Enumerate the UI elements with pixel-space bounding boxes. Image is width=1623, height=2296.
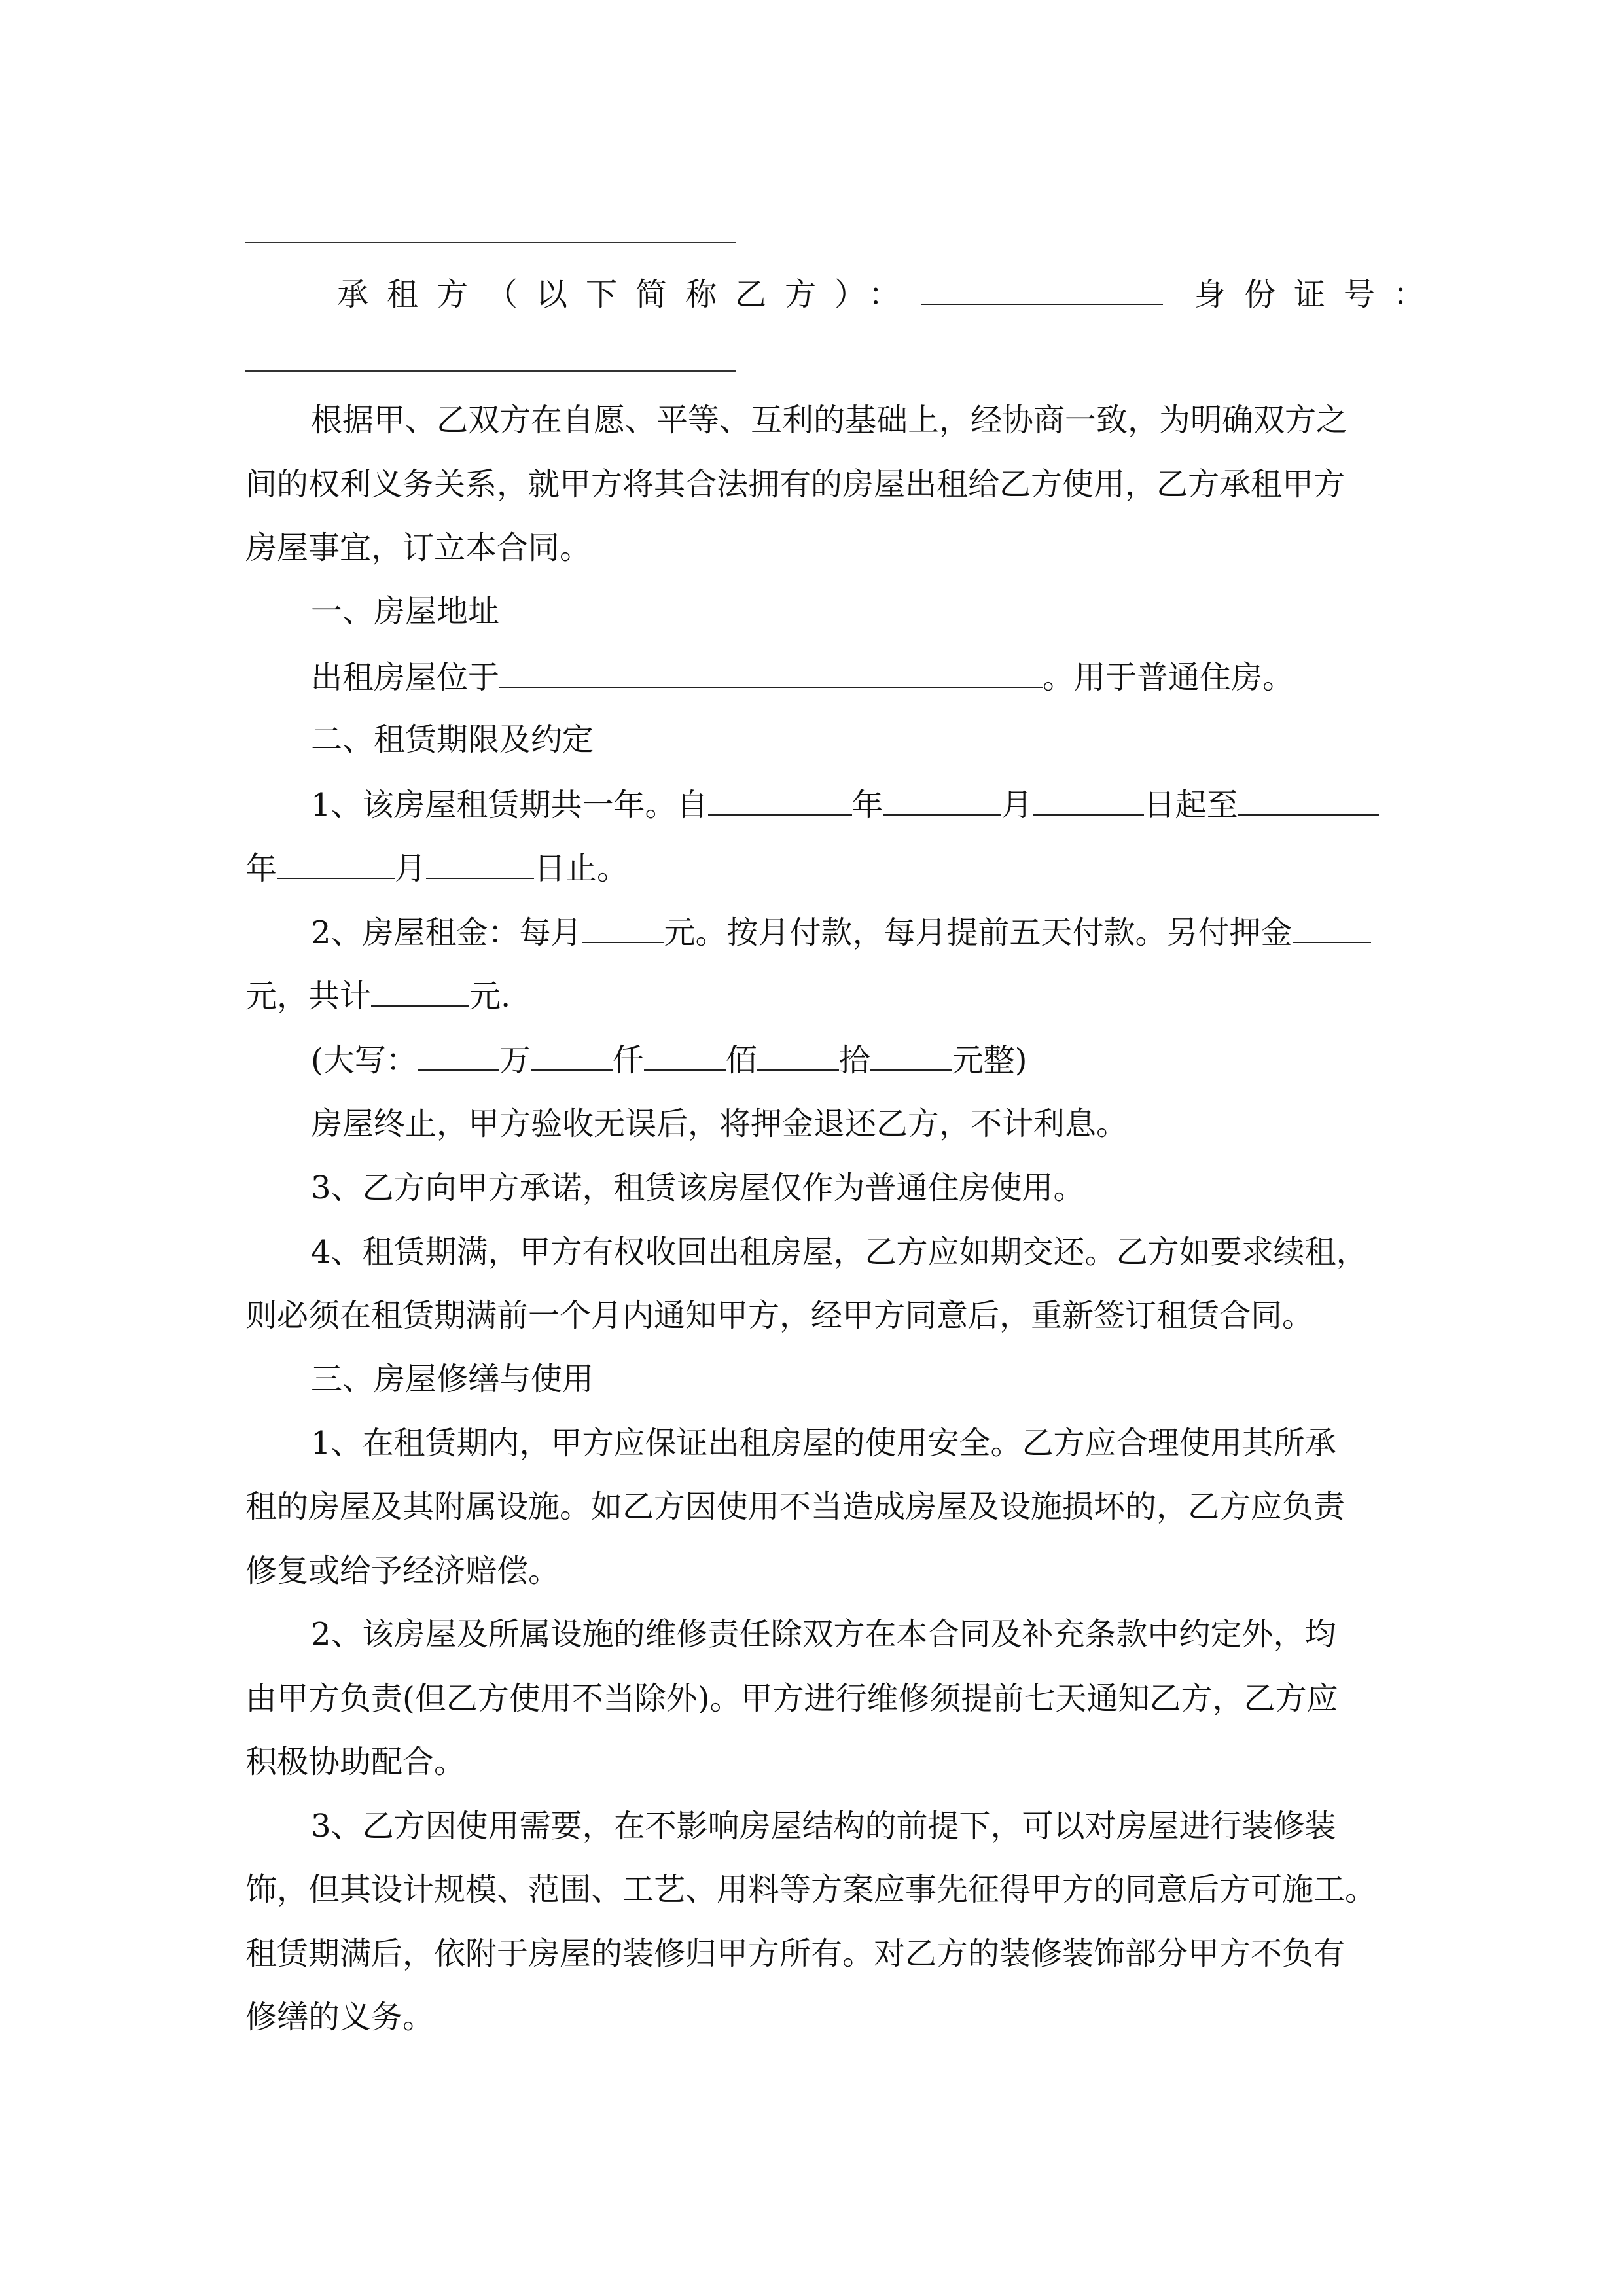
tenant-name-blank[interactable]	[921, 274, 1163, 305]
end-year-label: 年	[245, 850, 277, 887]
shi-label: 拾	[838, 1042, 870, 1079]
s3-p3-line-3: 租赁期满后，依附于房屋的装修归甲方所有。对乙方的装修装饰部分甲方不负有	[245, 1935, 1346, 1972]
intro-line-3: 房屋事宜，订立本合同。	[245, 529, 592, 566]
tenant-line	[337, 274, 1444, 314]
rent-mid: 元。按月付款，每月提前五天付款。另付押金	[664, 914, 1293, 951]
end-month-label: 月	[395, 850, 427, 887]
qian-label: 仟	[612, 1042, 644, 1079]
end-day-blank[interactable]	[426, 848, 534, 879]
id-label: 身份证号：	[1194, 276, 1444, 313]
term-line-2	[245, 848, 1381, 888]
item-4-line-1: 4、租赁期满，甲方有权收回出租房屋，乙方应如期交还。乙方如要求续租，	[311, 1234, 1368, 1270]
section-2-heading: 二、租赁期限及约定	[311, 721, 594, 758]
yuan-blank[interactable]	[870, 1039, 952, 1071]
tenant-label: 承租方（以下简称乙方）：	[337, 276, 919, 313]
s3-p2-line-1: 2、该房屋及所属设施的维修责任除双方在本合同及补充条款中约定外，均	[311, 1616, 1336, 1653]
term-prefix: 1、该房屋租赁期共一年。自	[311, 787, 708, 823]
shi-blank[interactable]	[757, 1039, 839, 1071]
bai-blank[interactable]	[644, 1039, 726, 1071]
start-year-blank[interactable]	[708, 784, 852, 816]
item-4-line-2: 则必须在租赁期满前一个月内通知甲方，经甲方同意后，重新签订租赁合同。	[245, 1297, 1314, 1334]
s3-p1-line-1: 1、在租赁期内，甲方应保证出租房屋的使用安全。乙方应合理使用其所承	[311, 1425, 1336, 1462]
s3-p3-line-4: 修缮的义务。	[245, 1999, 435, 2036]
yuan-close: 元整)	[952, 1042, 1027, 1079]
intro-line-2: 间的权利义务关系，就甲方将其合法拥有的房屋出租给乙方使用，乙方承租甲方	[245, 466, 1346, 503]
rent-prefix: 2、房屋租金：每月	[311, 914, 582, 951]
day-from-label: 日起至	[1143, 787, 1238, 823]
bai-label: 佰	[725, 1042, 757, 1079]
start-year-label: 年	[851, 787, 883, 823]
s3-p3-line-2: 饰，但其设计规模、范围、工艺、用料等方案应事先征得甲方的同意后方可施工。	[245, 1871, 1377, 1908]
s3-p1-line-3: 修复或给予经济赔偿。	[245, 1552, 560, 1589]
signature-blank-top	[245, 242, 736, 243]
start-day-blank[interactable]	[1033, 784, 1144, 816]
deposit-unit: 元，共计	[245, 978, 372, 1014]
address-blank[interactable]	[499, 656, 1043, 688]
end-month-blank[interactable]	[277, 848, 395, 879]
item-3-line: 3、乙方向甲方承诺，租赁该房屋仅作为普通住房使用。	[311, 1170, 1085, 1206]
wan-blank[interactable]	[418, 1039, 499, 1071]
qian-blank[interactable]	[531, 1039, 613, 1071]
intro-line-1: 根据甲、乙双方在自愿、平等、互利的基础上，经协商一致，为明确双方之	[311, 402, 1348, 439]
total-blank[interactable]	[371, 975, 469, 1007]
wan-label: 万	[499, 1042, 531, 1079]
address-suffix: 。用于普通住房。	[1043, 659, 1294, 696]
s3-p2-line-3: 积极协助配合。	[245, 1744, 466, 1780]
day-end-label: 日止。	[534, 850, 629, 887]
section-1-heading: 一、房屋地址	[311, 593, 500, 630]
rent-line-1	[311, 912, 1446, 952]
id-number-blank[interactable]	[245, 370, 736, 372]
address-prefix: 出租房屋位于	[311, 659, 500, 696]
s3-p1-line-2: 租的房屋及其附属设施。如乙方因使用不当造成房屋及设施损坏的，乙方应负责	[245, 1488, 1346, 1525]
start-month-blank[interactable]	[883, 784, 1001, 816]
deposit-blank[interactable]	[1293, 912, 1371, 943]
daxie-open: (大写：	[311, 1042, 418, 1079]
address-line	[311, 656, 1446, 697]
start-month-label: 月	[1001, 787, 1033, 823]
monthly-rent-blank[interactable]	[582, 912, 664, 943]
s3-p3-line-1: 3、乙方因使用需要，在不影响房屋结构的前提下，可以对房屋进行装修装	[311, 1808, 1336, 1844]
section-3-heading: 三、房屋修缮与使用	[311, 1361, 594, 1397]
rent-line-2	[245, 975, 1381, 1016]
refund-line: 房屋终止，甲方验收无误后，将押金退还乙方，不计利息。	[311, 1105, 1128, 1142]
daxie-line	[311, 1039, 1446, 1080]
term-line-1	[311, 784, 1446, 825]
total-suffix: 元.	[469, 978, 511, 1014]
end-year-blank[interactable]	[1238, 784, 1379, 816]
s3-p2-line-2: 由甲方负责(但乙方使用不当除外)。甲方进行维修须提前七天通知乙方，乙方应	[245, 1680, 1338, 1717]
